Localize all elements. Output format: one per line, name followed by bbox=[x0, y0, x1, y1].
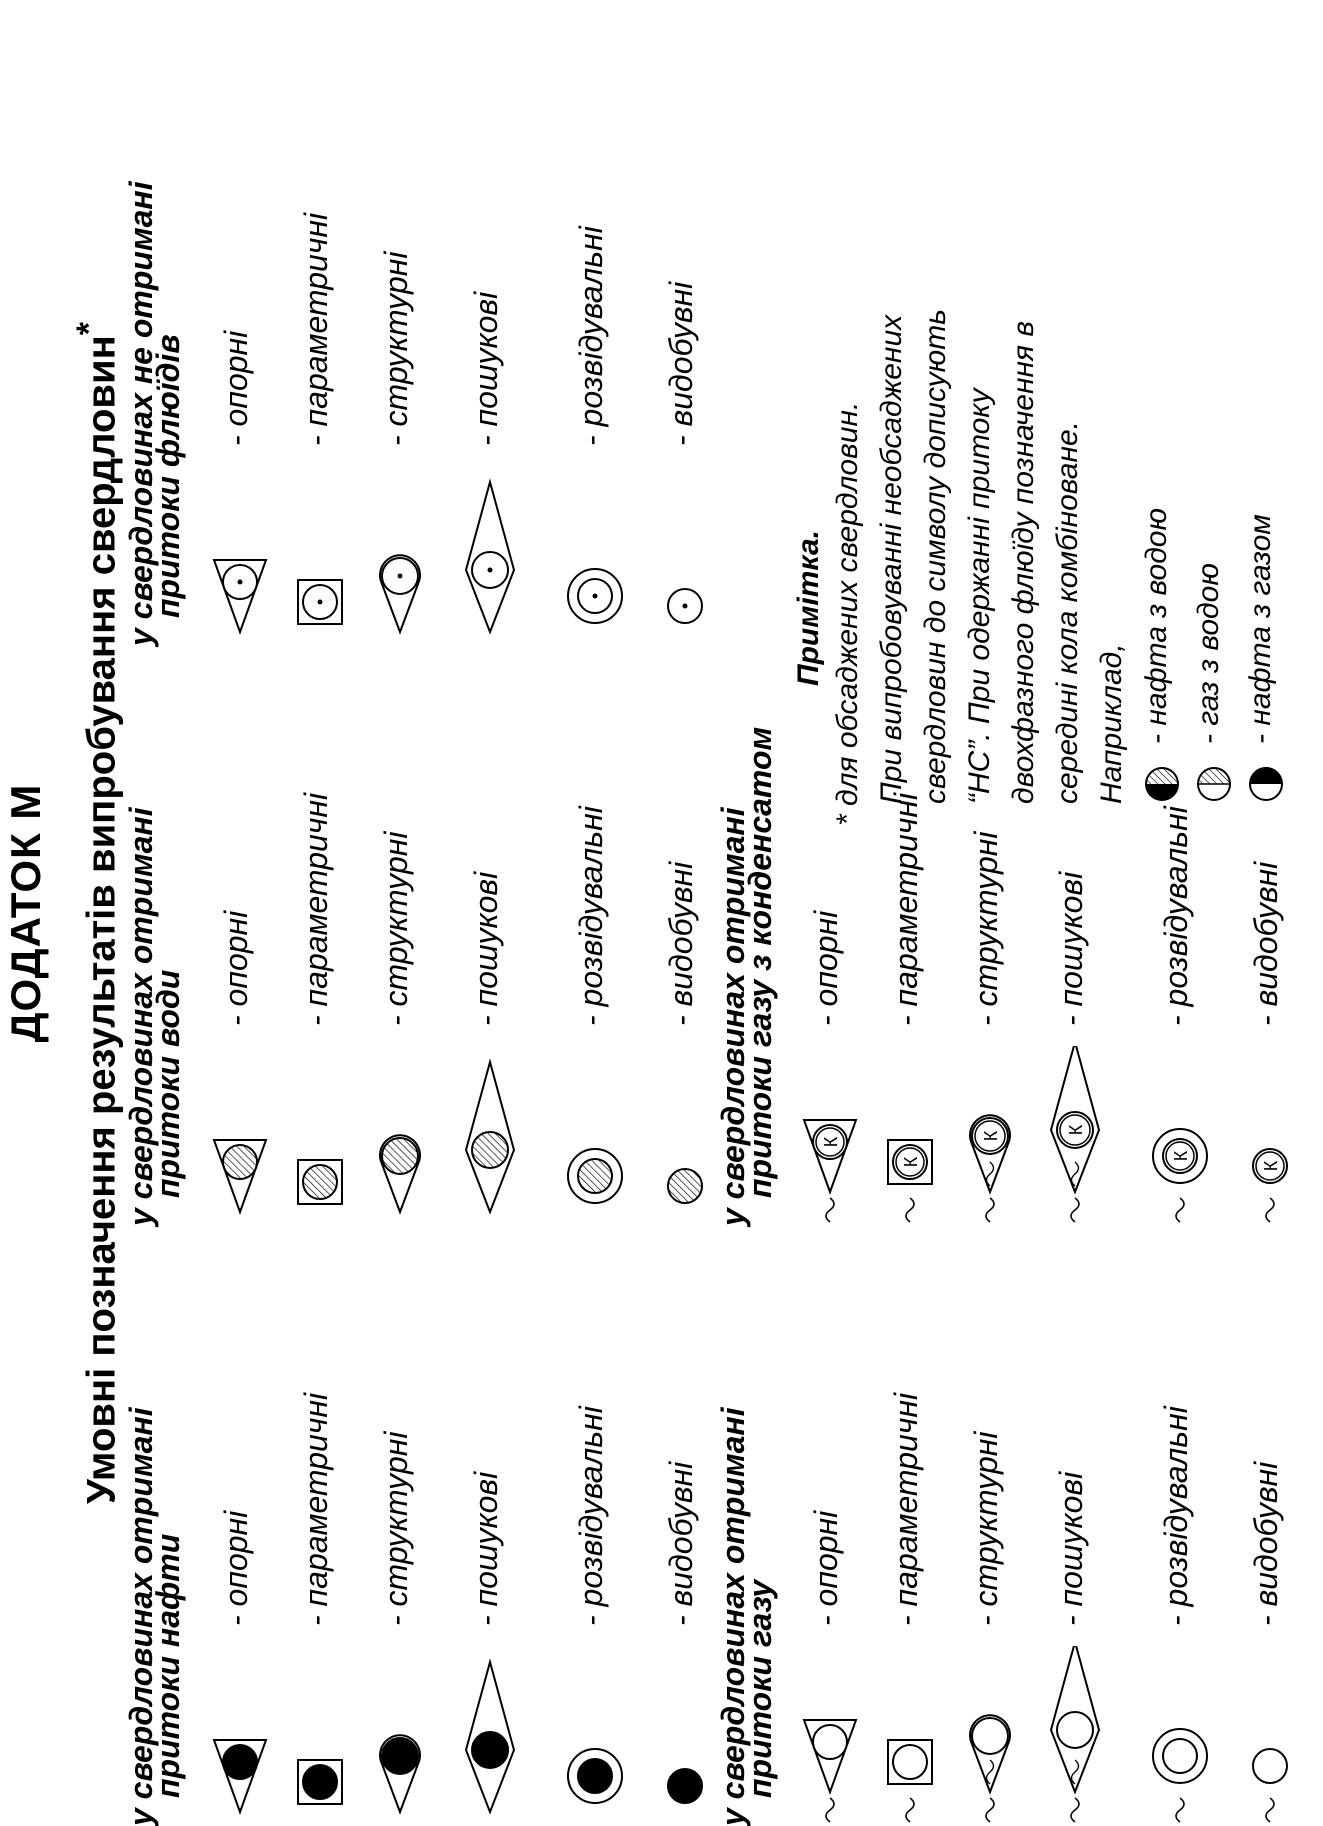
note-line: середині кола комбіноване. bbox=[1051, 421, 1084, 804]
legend-label: - пошукові bbox=[468, 291, 504, 446]
section-subheading: притоки газу з конденсатом bbox=[742, 726, 778, 1198]
example-label: - нафта з водою bbox=[1140, 507, 1173, 744]
legend-label: - видобувні bbox=[1248, 1461, 1284, 1626]
legend-row bbox=[460, 86, 520, 646]
legend-row bbox=[290, 666, 350, 1226]
structural-well-icon bbox=[960, 1646, 1020, 1826]
legend-row bbox=[460, 666, 520, 1226]
legend-row bbox=[960, 1266, 1020, 1826]
legend-row bbox=[1045, 1266, 1105, 1826]
legend-row bbox=[880, 1266, 940, 1826]
square-well-icon bbox=[290, 1646, 350, 1826]
section-subheading: притоки води bbox=[150, 969, 186, 1198]
note-line: “НС”. При одержанні притоку bbox=[963, 388, 996, 804]
condensate-mark: К bbox=[1066, 1124, 1086, 1136]
condensate-mark: К bbox=[981, 1130, 1001, 1142]
legend-label: - опорні bbox=[218, 910, 254, 1026]
legend-label: - пошукові bbox=[468, 1471, 504, 1626]
legend-row bbox=[800, 1266, 860, 1826]
triangle-well-icon bbox=[210, 1046, 270, 1226]
legend-label: - опорні bbox=[808, 910, 844, 1026]
legend-row bbox=[655, 666, 715, 1226]
legend-label: - структурні bbox=[378, 251, 414, 446]
legend-row bbox=[800, 666, 860, 1226]
condensate-mark: К bbox=[821, 1136, 841, 1148]
legend-row bbox=[460, 1266, 520, 1826]
legend-label: - видобувні bbox=[663, 281, 699, 446]
section-subheading: притоки газу bbox=[742, 1579, 778, 1798]
section-heading: у свердловинах отримані bbox=[715, 1407, 751, 1826]
diamond-well-icon bbox=[460, 466, 520, 646]
legend-label: - розвідувальні bbox=[573, 1406, 609, 1626]
section-gas-condensate bbox=[715, 726, 778, 1226]
legend-label: - структурні bbox=[378, 831, 414, 1026]
legend-label: - пошукові bbox=[1053, 871, 1089, 1026]
legend-label: - структурні bbox=[378, 1431, 414, 1626]
legend-label: - пошукові bbox=[468, 871, 504, 1026]
legend-label: - структурні bbox=[968, 1431, 1004, 1626]
legend-row bbox=[290, 1266, 350, 1826]
legend-label: - параметричні bbox=[888, 1392, 924, 1626]
square-well-icon bbox=[290, 1046, 350, 1226]
circle-well-icon bbox=[1240, 1646, 1300, 1826]
section-subheading: притоки флюїдів bbox=[150, 334, 186, 618]
section-water bbox=[123, 807, 186, 1226]
note-line: При випробовуванні необсаджених bbox=[875, 314, 908, 804]
legend-label: - видобувні bbox=[663, 1461, 699, 1626]
condensate-mark: К bbox=[901, 1156, 921, 1168]
legend-row bbox=[1150, 1266, 1210, 1826]
note-title: Примітка. bbox=[792, 529, 825, 686]
legend-row bbox=[290, 86, 350, 646]
diamond-well-icon bbox=[1045, 1046, 1105, 1226]
legend-row bbox=[565, 1266, 625, 1826]
diamond-well-icon bbox=[460, 1646, 520, 1826]
condensate-mark: К bbox=[1261, 1160, 1281, 1172]
legend-row bbox=[370, 666, 430, 1226]
legend-label: - параметричні bbox=[298, 212, 334, 446]
section-subheading: притоки нафти bbox=[150, 1533, 186, 1798]
legend-row bbox=[565, 86, 625, 646]
example-label: - газ з водою bbox=[1192, 563, 1225, 744]
double-circle-well-icon bbox=[565, 466, 625, 646]
legend-label: - структурні bbox=[968, 831, 1004, 1026]
legend-label: - параметричні bbox=[888, 792, 924, 1026]
page-title: Умовні позначення результатів випробування свердловин* bbox=[70, 322, 124, 1504]
legend-row bbox=[1045, 666, 1105, 1226]
triangle-well-icon bbox=[800, 1046, 860, 1226]
condensate-mark: К bbox=[1171, 1150, 1191, 1162]
circle-well-icon bbox=[655, 1046, 715, 1226]
note-block bbox=[792, 6, 1290, 826]
note-line: двохфазного флюїду позначення в bbox=[1007, 320, 1040, 804]
legend-row bbox=[960, 666, 1020, 1226]
legend-row bbox=[210, 666, 270, 1226]
legend-row bbox=[1240, 666, 1300, 1226]
section-heading: у свердловинах не отримані bbox=[123, 181, 159, 646]
legend-label: - параметричні bbox=[298, 1392, 334, 1626]
structural-well-icon bbox=[370, 466, 430, 646]
legend-label: - розвідувальні bbox=[573, 806, 609, 1026]
note-line: Наприклад, bbox=[1095, 643, 1128, 804]
legend-row bbox=[880, 666, 940, 1226]
triangle-well-icon bbox=[800, 1646, 860, 1826]
diamond-well-icon bbox=[1045, 1646, 1105, 1826]
square-well-icon bbox=[880, 1646, 940, 1826]
section-heading: у свердловинах отримані bbox=[715, 807, 751, 1226]
double-circle-well-icon bbox=[1150, 1046, 1210, 1226]
appendix-title: ДОДАТОК М bbox=[2, 783, 49, 1043]
circle-well-icon bbox=[1240, 1046, 1300, 1226]
legend-row bbox=[565, 666, 625, 1226]
legend-row bbox=[1150, 666, 1210, 1226]
section-no-fluids bbox=[123, 181, 186, 646]
structural-well-icon bbox=[960, 1046, 1020, 1226]
circle-well-icon bbox=[655, 1646, 715, 1826]
legend-label: - розвідувальні bbox=[1158, 806, 1194, 1026]
legend-label: - опорні bbox=[218, 330, 254, 446]
legend-row bbox=[370, 86, 430, 646]
legend-row bbox=[655, 1266, 715, 1826]
double-circle-well-icon bbox=[565, 1046, 625, 1226]
triangle-well-icon bbox=[210, 1646, 270, 1826]
square-well-icon bbox=[880, 1046, 940, 1226]
legend-label: - розвідувальні bbox=[573, 226, 609, 446]
note-line: свердловин до символу дописують bbox=[919, 309, 952, 804]
structural-well-icon bbox=[370, 1046, 430, 1226]
section-heading: у свердловинах отримані bbox=[123, 1407, 159, 1826]
legend-label: - опорні bbox=[218, 1510, 254, 1626]
legend-row bbox=[210, 1266, 270, 1826]
legend-row bbox=[1240, 1266, 1300, 1826]
legend-row bbox=[655, 86, 715, 646]
double-circle-well-icon bbox=[565, 1646, 625, 1826]
legend-label: - видобувні bbox=[1248, 861, 1284, 1026]
legend-row bbox=[370, 1266, 430, 1826]
structural-well-icon bbox=[370, 1646, 430, 1826]
legend-label: - видобувні bbox=[663, 861, 699, 1026]
legend-label: - опорні bbox=[808, 1510, 844, 1626]
legend-label: - розвідувальні bbox=[1158, 1406, 1194, 1626]
section-gas bbox=[715, 1407, 778, 1826]
circle-well-icon bbox=[655, 466, 715, 646]
triangle-well-icon bbox=[210, 466, 270, 646]
double-circle-well-icon bbox=[1150, 1646, 1210, 1826]
example-label: - нафта з газом bbox=[1244, 514, 1277, 744]
legend-row bbox=[210, 86, 270, 646]
section-heading: у свердловинах отримані bbox=[123, 807, 159, 1226]
legend-label: - пошукові bbox=[1053, 1471, 1089, 1626]
note-line: * для обсаджених свердловин. bbox=[831, 401, 864, 826]
diamond-well-icon bbox=[460, 1046, 520, 1226]
section-oil bbox=[123, 1407, 186, 1826]
legend-label: - параметричні bbox=[298, 792, 334, 1026]
square-well-icon bbox=[290, 466, 350, 646]
